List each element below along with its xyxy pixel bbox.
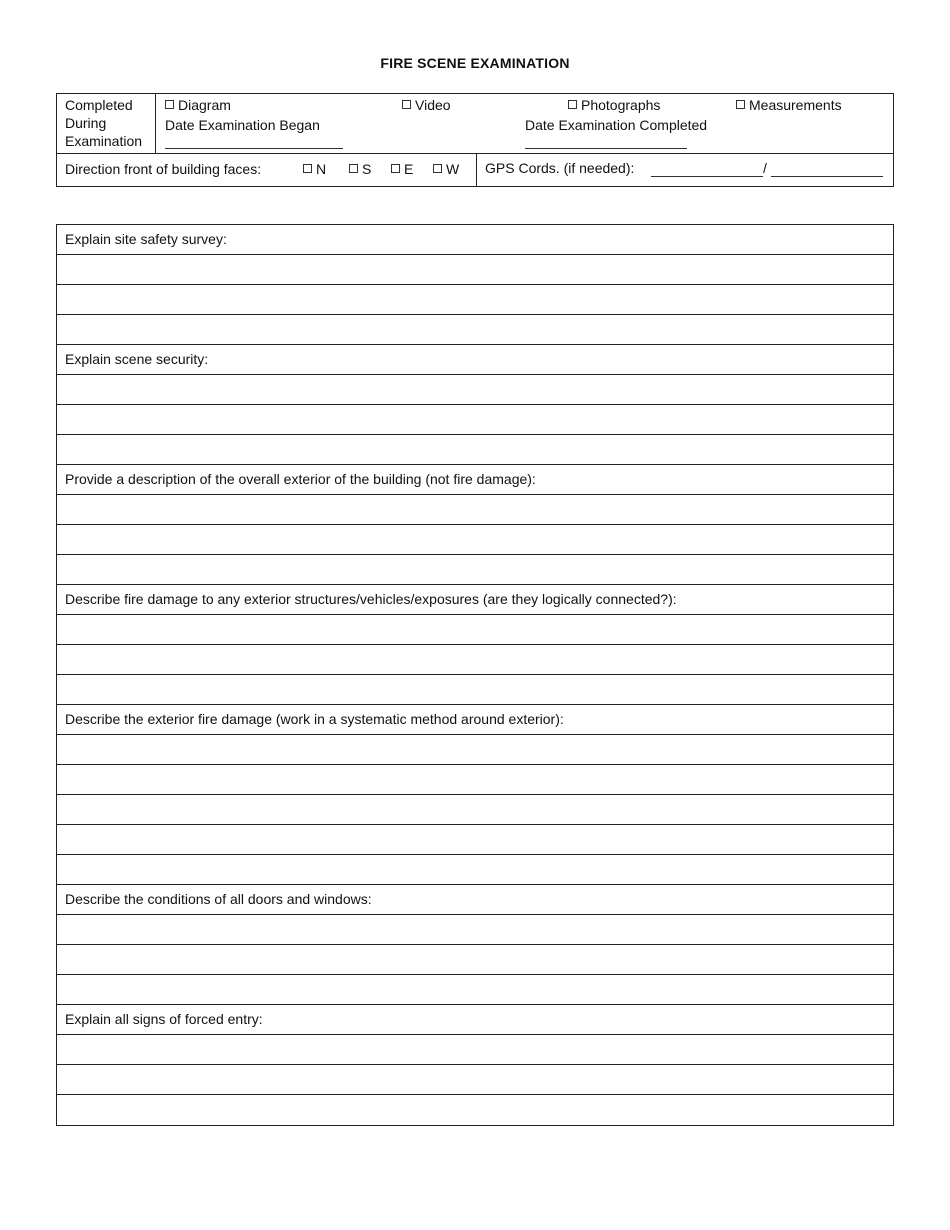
header-box <box>56 93 894 187</box>
date-completed-label: Date Examination Completed <box>525 117 708 133</box>
direction-w-option[interactable] <box>433 161 459 177</box>
answer-line[interactable] <box>57 645 893 675</box>
header-bottom-row <box>57 154 893 186</box>
section-label: Describe the conditions of all doors and windows: <box>65 891 372 907</box>
answer-line[interactable] <box>57 825 893 855</box>
answer-line[interactable] <box>57 255 893 285</box>
gps-label: GPS Cords. (if needed): <box>485 160 635 176</box>
examination-table <box>56 224 894 1126</box>
direction-e-option[interactable] <box>391 161 413 177</box>
gps-latitude-field[interactable] <box>651 176 763 177</box>
section-label-row <box>57 585 893 615</box>
answer-line[interactable] <box>57 795 893 825</box>
measurements-option[interactable] <box>736 96 842 114</box>
answer-line[interactable] <box>57 735 893 765</box>
direction-e-label: E <box>404 161 414 177</box>
completed-label-line-3: Examination <box>65 133 143 149</box>
answer-line[interactable] <box>57 1035 893 1065</box>
measurements-checkbox[interactable] <box>736 100 745 109</box>
completed-label-line-2: During <box>65 115 107 131</box>
answer-line[interactable] <box>57 435 893 465</box>
answer-line[interactable] <box>57 375 893 405</box>
direction-cell <box>57 154 477 186</box>
video-checkbox[interactable] <box>402 100 411 109</box>
diagram-label: Diagram <box>178 97 231 113</box>
gps-longitude-field[interactable] <box>771 176 883 177</box>
answer-line[interactable] <box>57 675 893 705</box>
section-label: Describe the exterior fire damage (work in a systematic method around exterior): <box>65 711 564 727</box>
direction-w-label: W <box>446 161 460 177</box>
answer-line[interactable] <box>57 315 893 345</box>
answer-line[interactable] <box>57 525 893 555</box>
direction-n-label: N <box>316 161 327 177</box>
photographs-checkbox[interactable] <box>568 100 577 109</box>
section-label: Describe fire damage to any exterior structures/vehicles/exposures (are they logically connected?): <box>65 591 677 607</box>
direction-w-checkbox[interactable] <box>433 164 442 173</box>
section-label: Explain scene security: <box>65 351 209 367</box>
section-label: Provide a description of the overall exterior of the building (not fire damage): <box>65 471 536 487</box>
answer-line[interactable] <box>57 285 893 315</box>
page-title: FIRE SCENE EXAMINATION <box>380 55 570 71</box>
section-label-row <box>57 345 893 375</box>
answer-line[interactable] <box>57 555 893 585</box>
answer-line[interactable] <box>57 945 893 975</box>
video-option[interactable] <box>402 96 451 114</box>
direction-n-option[interactable] <box>303 161 326 177</box>
answer-line[interactable] <box>57 405 893 435</box>
direction-s-label: S <box>362 161 372 177</box>
section-label-row <box>57 225 893 255</box>
section-label-row <box>57 885 893 915</box>
answer-line[interactable] <box>57 855 893 885</box>
answer-line[interactable] <box>57 1095 893 1125</box>
gps-separator: / <box>763 160 767 176</box>
direction-s-checkbox[interactable] <box>349 164 358 173</box>
section-label-row <box>57 1005 893 1035</box>
section-label: Explain site safety survey: <box>65 231 227 247</box>
section-label-row <box>57 705 893 735</box>
completed-during-examination-label <box>57 94 156 153</box>
diagram-checkbox[interactable] <box>165 100 174 109</box>
photographs-option[interactable] <box>568 96 660 114</box>
answer-line[interactable] <box>57 495 893 525</box>
direction-label: Direction front of building faces: <box>65 161 262 177</box>
date-began-label: Date Examination Began <box>165 117 320 133</box>
direction-n-checkbox[interactable] <box>303 164 312 173</box>
completed-label-line-1: Completed <box>65 97 133 113</box>
answer-line[interactable] <box>57 765 893 795</box>
answer-line[interactable] <box>57 1065 893 1095</box>
photographs-label: Photographs <box>581 97 661 113</box>
answer-line[interactable] <box>57 915 893 945</box>
direction-e-checkbox[interactable] <box>391 164 400 173</box>
direction-s-option[interactable] <box>349 161 371 177</box>
measurements-label: Measurements <box>749 97 842 113</box>
answer-line[interactable] <box>57 615 893 645</box>
section-label: Explain all signs of forced entry: <box>65 1011 263 1027</box>
diagram-option[interactable] <box>165 96 231 114</box>
date-completed-field[interactable] <box>525 148 687 149</box>
header-top-row <box>57 94 893 154</box>
answer-line[interactable] <box>57 975 893 1005</box>
section-label-row <box>57 465 893 495</box>
date-began-field[interactable] <box>165 148 343 149</box>
video-label: Video <box>415 97 451 113</box>
